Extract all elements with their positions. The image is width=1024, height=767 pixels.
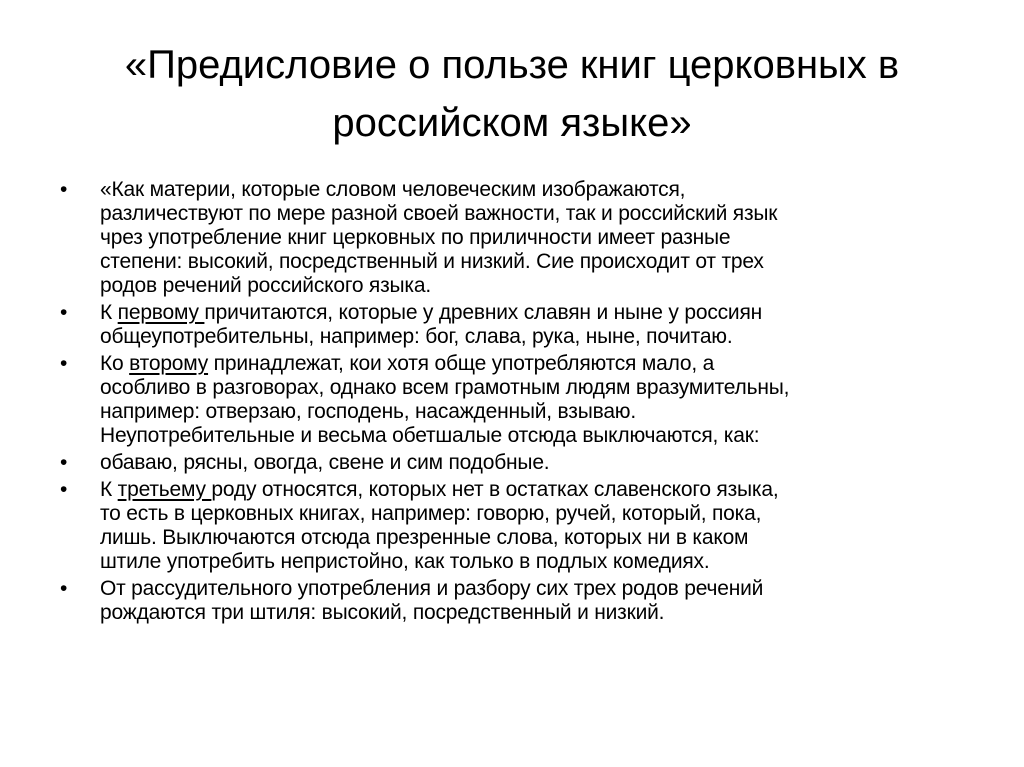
- bullet-2-line-1: [100, 301, 980, 325]
- bullet-5-line-1-rest: роду относятся, которых нет в остатках славенского языка,: [211, 478, 779, 501]
- bullet-1-line-2: различествуют по мере разной своей важности, так и российский язык: [100, 202, 778, 225]
- underlined-term-second: второму: [129, 352, 209, 375]
- bullet-5-line-4: штиле употребить непристойно, как только в подлых комедиях.: [100, 550, 710, 573]
- underlined-term-first: первому: [117, 301, 205, 324]
- bullet-item-5: [60, 478, 980, 574]
- bullet-3-line-1: [100, 352, 980, 376]
- bullet-5-line-1: [100, 478, 980, 502]
- bullet-dot-icon: •: [60, 352, 68, 375]
- bullet-dot-icon: •: [60, 577, 68, 600]
- bullet-1-line-4: степени: высокий, посредственный и низкий. Сие происходит от трех: [100, 250, 764, 273]
- bullet-3-line-1-rest: принадлежат, кои хотя обще употребляются мало, а: [208, 352, 715, 375]
- bullet-item-2: [60, 301, 980, 349]
- bullet-1-line-3: чрез употребление книг церковных по приличности имеет разные: [100, 226, 731, 249]
- bullet-1-line-1: «Как материи, которые словом человеческим изображаются,: [100, 178, 686, 201]
- bullet-2-prefix: К: [100, 301, 118, 324]
- bullet-item-4: [60, 451, 980, 475]
- bullet-dot-icon: •: [60, 478, 68, 501]
- bullet-3-line-4: Неупотребительные и весьма обетшалые отсюда выключаются, как:: [100, 424, 760, 447]
- bullet-item-1: [60, 178, 980, 298]
- bullet-5-prefix: К: [100, 478, 118, 501]
- bullet-dot-icon: •: [60, 301, 68, 324]
- bullet-6-line-1: От рассудительного употребления и разбору сих трех родов речений: [100, 577, 764, 600]
- slide-title: [40, 36, 984, 152]
- bullet-item-3: [60, 352, 980, 448]
- bullet-dot-icon: •: [60, 451, 68, 474]
- underlined-term-third: третьему: [117, 478, 212, 501]
- bullet-list: [60, 178, 980, 628]
- bullet-5-line-3: лишь. Выключаются отсюда презренные слова, которых ни в каком: [100, 526, 749, 549]
- bullet-item-6: [60, 577, 980, 625]
- bullet-3-line-3: например: отверзаю, господень, насажденный, взываю.: [100, 400, 636, 423]
- bullet-3-prefix: Ко: [100, 352, 130, 375]
- bullet-1-line-5: родов речений российского языка.: [100, 274, 431, 297]
- bullet-3-line-2: особливо в разговорах, однако всем грамотным людям вразумительны,: [100, 376, 790, 399]
- slide-title-line-2: российском языке»: [332, 101, 692, 145]
- bullet-5-line-2: то есть в церковных книгах, например: говорю, ручей, который, пока,: [100, 502, 762, 525]
- bullet-4-line-1: обаваю, рясны, овогда, свене и сим подобные.: [100, 451, 550, 474]
- bullet-6-line-2: рождаются три штиля: высокий, посредственный и низкий.: [100, 601, 665, 624]
- bullet-2-line-1-rest: причитаются, которые у древних славян и ныне у россиян: [204, 301, 763, 324]
- slide-title-line-1: «Предисловие о пользе книг церковных в: [124, 43, 900, 87]
- bullet-dot-icon: •: [60, 178, 68, 201]
- bullet-2-line-2: общеупотребительны, например: бог, слава, рука, ныне, почитаю.: [100, 325, 733, 348]
